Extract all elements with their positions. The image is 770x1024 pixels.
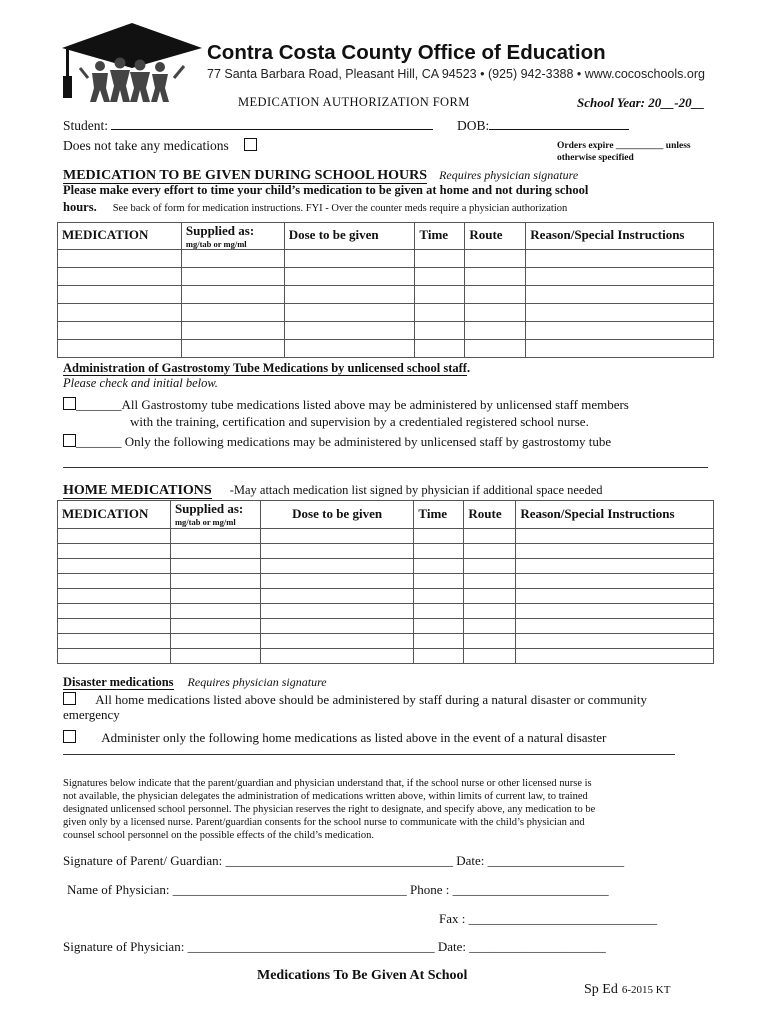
col-reason: Reason/Special Instructions xyxy=(516,501,714,529)
orders-expire-field[interactable]: Orders expire __________ unless xyxy=(557,141,691,151)
form-code-date: 6-2015 KT xyxy=(621,984,671,996)
col-route: Route xyxy=(464,501,516,529)
disaster-option1 xyxy=(63,692,647,708)
gtube-only-checkbox[interactable] xyxy=(63,434,76,447)
col-dose: Dose to be given xyxy=(260,501,414,529)
disaster-option1-line2: emergency xyxy=(63,707,120,722)
table-row[interactable] xyxy=(58,322,714,340)
graduation-cap-logo xyxy=(60,18,205,108)
table-row[interactable] xyxy=(58,286,714,304)
table-row[interactable] xyxy=(58,634,714,649)
table-header-row xyxy=(58,501,714,529)
gtube-option2-text: _______ Only the following medications may be administered by unlicensed staff by gastrostomy tube xyxy=(76,434,612,449)
col-time: Time xyxy=(414,501,464,529)
no-meds-row xyxy=(63,138,257,154)
no-meds-checkbox[interactable] xyxy=(244,138,257,151)
parent-signature-field[interactable]: Signature of Parent/ Guardian: ___________________________________ Date: _____________________ xyxy=(63,853,625,868)
gtube-option2 xyxy=(63,434,611,450)
disaster-writein-line[interactable] xyxy=(63,754,675,755)
disaster-option2 xyxy=(63,730,606,746)
table-row[interactable] xyxy=(58,619,714,634)
form-code xyxy=(584,980,670,998)
dob-label: DOB: xyxy=(457,118,490,133)
col-medication: MEDICATION xyxy=(58,501,171,529)
disaster-only-checkbox[interactable] xyxy=(63,730,76,743)
col-supplied-label: Supplied as: xyxy=(185,223,255,238)
consent-line: not available, the physician delegates the administration of medications written above, within limits of current law, to trained xyxy=(63,791,588,802)
table-row[interactable] xyxy=(58,544,714,559)
disaster-option1-line1: All home medications listed above should be administered by staff during a natural disaster or community xyxy=(95,692,648,707)
form-title: MEDICATION AUTHORIZATION FORM xyxy=(238,95,470,109)
consent-line: counsel school personnel on the possible effects of the child’s medication. xyxy=(63,830,374,841)
home-title: HOME MEDICATIONS xyxy=(63,483,212,498)
table-row[interactable] xyxy=(58,589,714,604)
gtube-instruction: Please check and initial below. xyxy=(63,376,218,390)
dob-field[interactable] xyxy=(489,117,629,130)
table-row[interactable] xyxy=(58,304,714,322)
school-meds-table xyxy=(57,222,714,358)
gtube-title-end: . xyxy=(466,361,471,375)
col-route: Route xyxy=(465,223,526,250)
footer-title: Medications To Be Given At School xyxy=(257,968,468,983)
table-header-row xyxy=(58,223,714,250)
consent-line: given only by a licensed nurse. Parent/guardian consents for the school nurse to communicate with the child’s physician and xyxy=(63,817,585,828)
gtube-title: Administration of Gastrostomy Tube Medications by unlicensed school staff xyxy=(63,361,467,375)
school-hours-heading xyxy=(63,166,578,184)
col-medication: MEDICATION xyxy=(58,223,182,250)
otherwise-specified: otherwise specified xyxy=(557,153,634,163)
physician-name-field[interactable]: Name of Physician: ____________________________________ Phone : ________________________ xyxy=(67,882,609,897)
dob-row xyxy=(457,117,629,134)
col-dose: Dose to be given xyxy=(284,223,415,250)
school-hours-note-line1: Please make every effort to time your child’s medication to be given at home and not during school xyxy=(63,183,589,197)
school-hours-note-line2 xyxy=(63,198,567,216)
form-code-prefix: Sp Ed xyxy=(584,982,618,997)
table-row[interactable] xyxy=(58,604,714,619)
disaster-option2-text: Administer only the following home medications as listed above in the event of a natural disaster xyxy=(101,730,607,745)
gtube-all-checkbox[interactable] xyxy=(63,397,76,410)
table-row[interactable] xyxy=(58,529,714,544)
gtube-writein-line[interactable] xyxy=(63,467,708,468)
consent-line: Signatures below indicate that the parent/guardian and physician understand that, if the school nurse or other licensed nurse is xyxy=(63,778,592,789)
note-hours: hours. xyxy=(63,200,97,214)
note-back: See back of form for medication instructions. FYI - Over the counter meds require a physician authorization xyxy=(112,203,568,214)
student-label: Student: xyxy=(63,118,109,133)
col-supplied xyxy=(170,501,260,529)
col-supplied-sub: mg/tab or mg/ml xyxy=(174,517,236,527)
student-name-field[interactable] xyxy=(111,117,433,130)
disaster-all-checkbox[interactable] xyxy=(63,692,76,705)
gtube-option1-line1: _______All Gastrostomy tube medications listed above may be administered by unlicensed staff members xyxy=(76,397,629,412)
fax-field[interactable]: Fax : _____________________________ xyxy=(439,911,658,926)
col-supplied-sub: mg/tab or mg/ml xyxy=(185,239,247,249)
school-hours-title: MEDICATION TO BE GIVEN DURING SCHOOL HOURS xyxy=(63,168,428,183)
school-hours-requires: Requires physician signature xyxy=(439,168,579,182)
table-row[interactable] xyxy=(58,559,714,574)
consent-line: designated unlicensed school personnel. The physician reserves the right to designate, and specify above, any medication to be xyxy=(63,804,596,815)
no-meds-label: Does not take any medications xyxy=(63,138,229,153)
gtube-option1-line2: with the training, certification and supervision by a credentialed registered school nurse. xyxy=(130,414,589,429)
table-row[interactable] xyxy=(58,268,714,286)
table-row[interactable] xyxy=(58,649,714,664)
table-row[interactable] xyxy=(58,574,714,589)
disaster-title: Disaster medications xyxy=(63,675,174,689)
table-row[interactable] xyxy=(58,340,714,358)
organization-name: Contra Costa County Office of Education xyxy=(207,41,606,64)
home-note: -May attach medication list signed by physician if additional space needed xyxy=(229,483,603,497)
table-row[interactable] xyxy=(58,250,714,268)
disaster-requires: Requires physician signature xyxy=(187,675,327,689)
home-meds-table xyxy=(57,500,714,664)
col-supplied-label: Supplied as: xyxy=(174,501,244,516)
col-time: Time xyxy=(415,223,465,250)
disaster-heading xyxy=(63,673,327,691)
home-heading xyxy=(63,481,603,499)
student-row xyxy=(63,117,433,134)
gtube-heading xyxy=(63,361,470,376)
school-year-field[interactable]: School Year: 20__-20__ xyxy=(577,95,705,110)
organization-address: 77 Santa Barbara Road, Pleasant Hill, CA 94523 • (925) 942-3388 • www.cocoschools.org xyxy=(207,67,705,81)
col-reason: Reason/Special Instructions xyxy=(526,223,714,250)
physician-signature-field[interactable]: Signature of Physician: ______________________________________ Date: _____________________ xyxy=(63,939,606,954)
col-supplied xyxy=(181,223,284,250)
gtube-option1 xyxy=(63,397,629,413)
